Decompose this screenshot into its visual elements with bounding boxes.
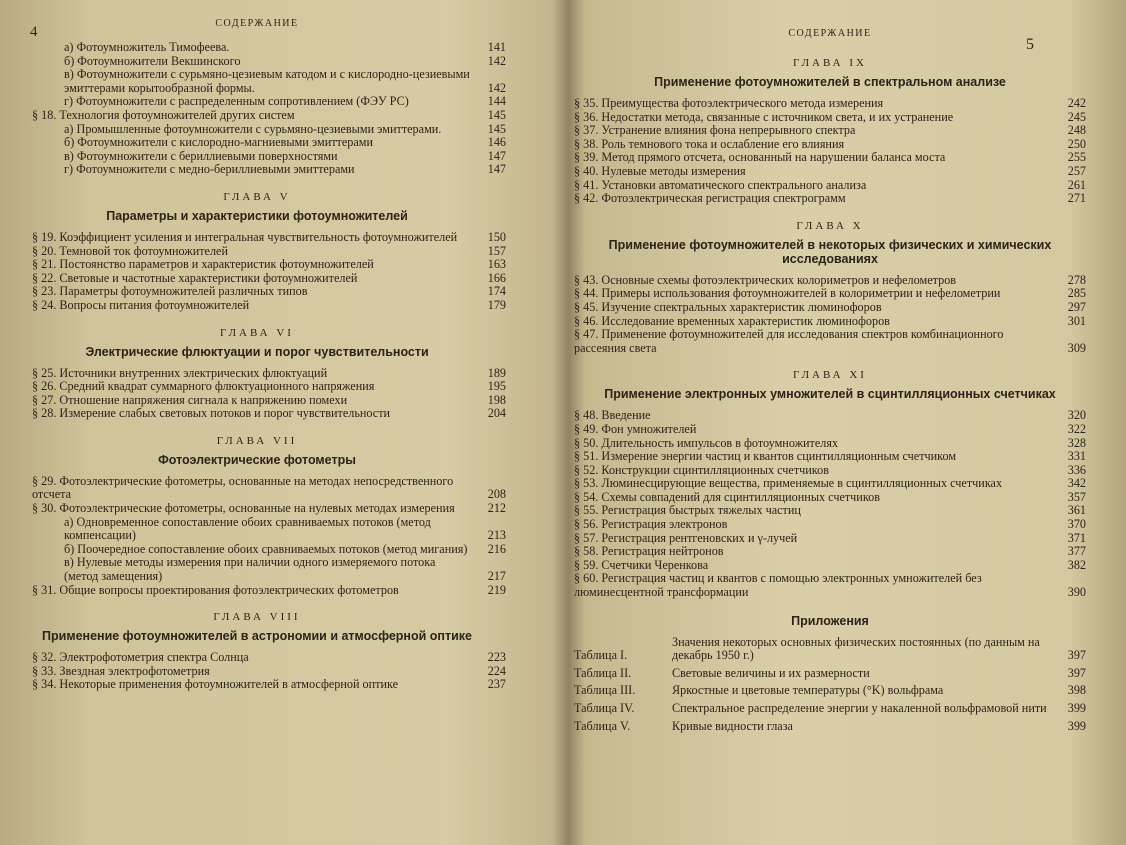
- toc-entry-page: 248: [1067, 123, 1086, 138]
- chapter-label: ГЛАВА VI: [220, 326, 294, 339]
- toc-entry: [8, 163, 506, 177]
- appendix-title: Приложения: [791, 613, 869, 628]
- toc-entry-title: § 50. Длительность импульсов в фотоумножителях: [574, 435, 839, 450]
- toc-entry-title: § 59. Счетчики Черенкова: [574, 557, 709, 572]
- appendix-entry: [574, 684, 1086, 698]
- appendix-table-label: Таблица V.: [574, 718, 631, 733]
- chapter-label: ГЛАВА IX: [793, 57, 867, 69]
- appendix-table-title: Световые величины и их размерности: [672, 665, 870, 680]
- toc-entry-title: § 31. Общие вопросы проектирования фотоэлектрических фотометров: [32, 582, 399, 597]
- toc-entry-title: г) Фотоумножители с распределенным сопротивлением (ФЭУ РС): [64, 94, 409, 109]
- toc-entry-page: 146: [487, 135, 506, 150]
- chapter-title: Применение электронных умножителей в сцинтилляционных счетчиках: [604, 387, 1056, 402]
- toc-entry-title: § 58. Регистрация нейтронов: [574, 544, 724, 559]
- toc-entry: [8, 150, 506, 164]
- toc-entry-title: § 45. Изучение спектральных характеристик люминофоров: [574, 299, 882, 314]
- chapter-block: [8, 611, 506, 692]
- toc-entry-title: § 44. Примеры использования фотоумножителей в колориметрии и нефелометрии: [574, 286, 1001, 301]
- toc-entry-title: § 41. Установки автоматического спектрального анализа: [574, 177, 867, 192]
- toc-entry: [574, 274, 1086, 288]
- toc-entry: [8, 231, 506, 245]
- toc-entry-page: 198: [487, 392, 506, 407]
- toc-entry-title: § 30. Фотоэлектрические фотометры, основанные на нулевых методах измерения: [32, 501, 455, 516]
- toc-entry: [574, 518, 1086, 532]
- toc-entry-page: 212: [487, 501, 506, 516]
- toc-entry-title: б) Фотоумножители Векшинского: [64, 53, 241, 68]
- toc-entry-title: § 28. Измерение слабых световых потоков и порог чувствительности: [32, 406, 391, 421]
- appendix-table-title: Спектральное распределение энергии у накаленной вольфрамовой нити: [672, 701, 1047, 715]
- toc-entry-title: г) Фотоумножители с медно-бериллиевыми эмиттерами: [64, 162, 355, 177]
- toc-entry-title: б) Поочередное сопоставление обоих сравниваемых потоков (метод мигания): [64, 541, 468, 556]
- chapter-label: ГЛАВА VIII: [213, 611, 301, 624]
- toc-entry-title: § 34. Некоторые применения фотоумножителей в атмосферной оптике: [32, 677, 399, 692]
- toc-entry-page: 145: [487, 107, 506, 122]
- toc-entry-title: § 57. Регистрация рентгеновских и γ-лучей: [574, 530, 798, 545]
- toc-entry-page: 142: [487, 80, 506, 95]
- toc-entry: [574, 409, 1086, 423]
- toc-entry-title: § 18. Технология фотоумножителей других систем: [32, 107, 295, 122]
- toc-entry: [8, 516, 506, 543]
- running-head: СОДЕРЖАНИЕ: [788, 28, 872, 39]
- toc-entry-title: § 60. Регистрация частиц и квантов с помощью электронных умножителей без люминесцентной трансформации: [574, 571, 982, 600]
- appendix-table-page: 399: [1067, 701, 1086, 715]
- toc-entry: [8, 665, 506, 679]
- toc-entry-title: § 49. Фон умножителей: [574, 421, 697, 436]
- toc-entry-title: § 27. Отношение напряжения сигнала к напряжению помехи: [32, 392, 348, 407]
- toc-entry: [574, 315, 1086, 329]
- appendix-section: [574, 614, 1086, 734]
- toc-entry-title: § 38. Роль темнового тока и ослабление его влияния: [574, 136, 845, 151]
- toc-entry: [574, 491, 1086, 505]
- toc-entry-page: 370: [1067, 517, 1086, 532]
- appendix-entry: [574, 720, 1086, 734]
- toc-entry-title: § 24. Вопросы питания фотоумножителей: [32, 297, 250, 312]
- toc-entry: [8, 299, 506, 313]
- appendix-entry: [574, 636, 1086, 663]
- toc-entry-title: б) Фотоумножители с кислородно-магниевыми эмиттерами: [64, 135, 374, 150]
- toc-chapters-left: [8, 191, 506, 692]
- toc-entry: [8, 367, 506, 381]
- toc-entry-page: 208: [487, 487, 506, 502]
- toc-entry: [574, 192, 1086, 206]
- toc-entry: [8, 136, 506, 150]
- toc-entry-page: 204: [487, 406, 506, 421]
- toc-entry-title: § 42. Фотоэлектрическая регистрация спектрограмм: [574, 191, 846, 206]
- toc-entry-title: § 19. Коэффициент усиления и интегральная чувствительность фотоумножителей: [32, 229, 458, 244]
- toc-entry-page: 150: [487, 229, 506, 244]
- toc-entry: [574, 559, 1086, 573]
- toc-entry: [8, 285, 506, 299]
- toc-entry: [8, 123, 506, 137]
- left-page: [0, 0, 520, 845]
- toc-entry-page: 213: [487, 528, 506, 543]
- toc-entry: [574, 287, 1086, 301]
- toc-entry-page: 145: [487, 121, 506, 136]
- toc-entry: [8, 245, 506, 259]
- toc-entry: [574, 124, 1086, 138]
- toc-entry-title: § 39. Метод прямого отсчета, основанный на нарушении баланса моста: [574, 150, 946, 165]
- toc-entry: [8, 543, 506, 557]
- chapter-block: [8, 327, 506, 421]
- toc-entry-title: § 47. Применение фотоумножителей для исследования спектров комбинационного рассеяния света: [574, 327, 1004, 355]
- appendix-table-title: Значения некоторых основных физических постоянных (по данным на декабрь 1950 г.): [672, 634, 1040, 663]
- toc-entry-page: 224: [487, 663, 506, 678]
- toc-entry-page: 195: [487, 379, 506, 394]
- chapter-title: Фотоэлектрические фотометры: [158, 452, 356, 467]
- toc-entry-page: 255: [1067, 150, 1086, 165]
- toc-entry-page: 141: [487, 40, 506, 54]
- toc-entry: [574, 97, 1086, 111]
- toc-continued-section: [8, 41, 506, 177]
- toc-entry-title: § 20. Темновой ток фотоумножителей: [32, 243, 228, 258]
- toc-entry-page: 147: [487, 148, 506, 163]
- toc-entry-page: 157: [487, 243, 506, 258]
- appendix-entry: [574, 667, 1086, 681]
- chapter-block: [8, 191, 506, 313]
- toc-entry: [8, 407, 506, 421]
- toc-entry: [8, 41, 506, 55]
- appendix-entry: [574, 702, 1086, 716]
- toc-entry-title: § 35. Преимущества фотоэлектрического метода измерения: [574, 96, 884, 110]
- toc-entry: [574, 532, 1086, 546]
- toc-entry: [574, 477, 1086, 491]
- toc-entry-page: 242: [1067, 96, 1086, 110]
- toc-entry: [8, 475, 506, 502]
- toc-entry-page: 377: [1067, 544, 1086, 559]
- toc-entry-title: в) Фотоумножители с бериллиевыми поверхностями: [64, 148, 338, 163]
- running-head: СОДЕРЖАНИЕ: [215, 18, 299, 29]
- toc-entry: [8, 68, 506, 95]
- toc-entry-title: § 53. Люминесцирующие вещества, применяемые в сцинтилляционных счетчиках: [574, 476, 1003, 491]
- toc-entry-page: 257: [1067, 163, 1086, 178]
- toc-entry-title: а) Одновременное сопоставление обоих сравниваемых потоков (метод компенсации): [64, 514, 431, 543]
- chapter-block: [574, 369, 1086, 599]
- toc-entry-title: а) Промышленные фотоумножители с сурьмяно-цезиевыми эмиттерами.: [64, 121, 442, 136]
- chapter-label: ГЛАВА V: [223, 190, 291, 203]
- toc-entry-title: § 25. Источники внутренних электрических флюктуаций: [32, 365, 328, 380]
- chapter-label: ГЛАВА XI: [793, 369, 867, 382]
- toc-entry-title: § 55. Регистрация быстрых тяжелых частиц: [574, 503, 801, 518]
- chapter-label: ГЛАВА VII: [216, 434, 298, 447]
- appendix-list: [574, 636, 1086, 734]
- toc-entry: [574, 301, 1086, 315]
- toc-entry-page: 336: [1067, 462, 1086, 477]
- toc-entry: [8, 109, 506, 123]
- toc-entry-page: 361: [1067, 503, 1086, 518]
- toc-entry: [574, 437, 1086, 451]
- toc-chapters-right: [574, 57, 1086, 600]
- toc-entry-title: а) Фотоумножитель Тимофеева.: [64, 40, 230, 54]
- toc-entry-page: 271: [1067, 191, 1086, 206]
- toc-entry: [574, 328, 1086, 355]
- toc-entry-page: 144: [487, 94, 506, 109]
- chapter-block: [574, 220, 1086, 356]
- toc-entry: [8, 394, 506, 408]
- toc-entry-title: § 21. Постоянство параметров и характеристик фотоумножителей: [32, 257, 374, 272]
- chapter-block: [8, 435, 506, 597]
- toc-entry: [574, 423, 1086, 437]
- toc-entry-title: § 33. Звездная электрофотометрия: [32, 663, 210, 678]
- toc-entry-page: 219: [487, 582, 506, 597]
- toc-entry-title: в) Фотоумножители с сурьмяно-цезиевым катодом и с кислородно-цезиевыми эмиттерами корытообразной формы.: [64, 67, 470, 95]
- toc-entry: [8, 95, 506, 109]
- toc-entry-title: § 36. Недостатки метода, связанные с источником света, и их устранение: [574, 109, 954, 124]
- toc-entry-title: § 56. Регистрация электронов: [574, 517, 728, 532]
- toc-entry-page: 331: [1067, 449, 1086, 464]
- appendix-table-page: 398: [1067, 683, 1086, 698]
- toc-entry: [8, 556, 506, 583]
- toc-entry-page: 174: [487, 284, 506, 299]
- chapter-title: Применение фотоумножителей в астрономии и атмосферной оптике: [42, 629, 472, 644]
- toc-entry: [574, 572, 1086, 599]
- toc-entry-page: 237: [487, 677, 506, 692]
- toc-entry-page: 142: [487, 53, 506, 68]
- toc-entry-page: 309: [1067, 340, 1086, 355]
- toc-entry-page: 250: [1067, 136, 1086, 151]
- appendix-table-page: 399: [1067, 718, 1086, 733]
- chapter-block: [574, 57, 1086, 206]
- toc-entry-page: 285: [1067, 286, 1086, 301]
- toc-entry-title: § 51. Измерение энергии частиц и квантов сцинтилляционным счетчиком: [574, 449, 957, 464]
- toc-entry: [574, 165, 1086, 179]
- toc-entry-title: § 32. Электрофотометрия спектра Солнца: [32, 650, 249, 665]
- right-page: [532, 0, 1126, 845]
- appendix-table-label: Таблица II.: [574, 665, 632, 680]
- toc-entry-title: § 26. Средний квадрат суммарного флюктуационного напряжения: [32, 379, 375, 394]
- toc-entry-page: 390: [1067, 585, 1086, 600]
- toc-entry-page: 245: [1067, 109, 1086, 124]
- chapter-title: Параметры и характеристики фотоумножителей: [106, 208, 408, 223]
- toc-entry-page: 217: [487, 569, 506, 584]
- toc-entry-page: 357: [1067, 489, 1086, 504]
- toc-entry: [574, 111, 1086, 125]
- toc-entry-page: 163: [487, 257, 506, 272]
- toc-entry: [574, 179, 1086, 193]
- appendix-table-label: Таблица III.: [574, 683, 636, 698]
- toc-entry: [574, 545, 1086, 559]
- toc-entry-title: в) Нулевые методы измерения при наличии одного измеряемого потока (метод замещения): [64, 555, 436, 584]
- toc-entry-page: 147: [487, 162, 506, 177]
- toc-entry-page: 297: [1067, 299, 1086, 314]
- toc-entry-title: § 23. Параметры фотоумножителей различных типов: [32, 284, 308, 299]
- toc-entry-page: 278: [1067, 272, 1086, 287]
- toc-entry: [574, 464, 1086, 478]
- toc-entry: [8, 502, 506, 516]
- toc-entry: [8, 272, 506, 286]
- toc-entry: [8, 678, 506, 692]
- appendix-table-title: Кривые видности глаза: [672, 718, 793, 733]
- toc-entry: [574, 504, 1086, 518]
- toc-entry: [8, 651, 506, 665]
- toc-entry: [8, 380, 506, 394]
- toc-entry-page: 166: [487, 270, 506, 285]
- appendix-table-page: 397: [1067, 665, 1086, 680]
- toc-entry-page: 322: [1067, 421, 1086, 436]
- toc-entry-title: § 22. Световые и частотные характеристики фотоумножителей: [32, 270, 358, 285]
- toc-entry-page: 342: [1067, 476, 1086, 491]
- toc-entry: [8, 258, 506, 272]
- toc-entry: [574, 138, 1086, 152]
- toc-entry: [8, 584, 506, 598]
- toc-entry: [574, 450, 1086, 464]
- toc-entry-page: 382: [1067, 557, 1086, 572]
- toc-entry-page: 320: [1067, 408, 1086, 423]
- appendix-table-title: Яркостные и цветовые температуры (°K) вольфрама: [672, 683, 944, 698]
- toc-entry: [574, 151, 1086, 165]
- page-number: 5: [1026, 36, 1034, 53]
- toc-entry-title: § 52. Конструкции сцинтилляционных счетчиков: [574, 462, 829, 477]
- toc-entry: [8, 55, 506, 69]
- toc-entry-title: § 43. Основные схемы фотоэлектрических колориметров и нефелометров: [574, 272, 957, 287]
- toc-entry-page: 216: [487, 541, 506, 556]
- toc-entry-page: 189: [487, 365, 506, 380]
- toc-entry-page: 328: [1067, 435, 1086, 450]
- toc-entry-title: § 37. Устранение влияния фона непрерывного спектра: [574, 123, 856, 138]
- toc-entry-page: 179: [487, 297, 506, 312]
- toc-entry-title: § 46. Исследование временных характеристик люминофоров: [574, 313, 890, 328]
- toc-entry-page: 301: [1067, 313, 1086, 328]
- toc-entry-title: § 54. Схемы совпадений для сцинтилляционных счетчиков: [574, 489, 880, 504]
- chapter-title: Электрические флюктуации и порог чувствительности: [85, 344, 429, 359]
- appendix-table-page: 397: [1067, 648, 1086, 663]
- toc-entry-page: 261: [1067, 177, 1086, 192]
- toc-entry-page: 223: [487, 650, 506, 665]
- chapter-title: Применение фотоумножителей в спектральном анализе: [654, 75, 1006, 89]
- toc-entry-title: § 29. Фотоэлектрические фотометры, основанные на методах непосредственного отсчета: [32, 473, 454, 502]
- toc-entry-page: 371: [1067, 530, 1086, 545]
- appendix-table-label: Таблица IV.: [574, 701, 635, 715]
- chapter-label: ГЛАВА X: [796, 219, 864, 232]
- toc-entry-title: § 48. Введение: [574, 408, 651, 423]
- appendix-table-label: Таблица I.: [574, 648, 628, 663]
- page-number: 4: [30, 24, 38, 40]
- toc-entry-title: § 40. Нулевые методы измерения: [574, 163, 746, 178]
- chapter-title: Применение фотоумножителей в некоторых физических и химических исследованиях: [608, 237, 1052, 266]
